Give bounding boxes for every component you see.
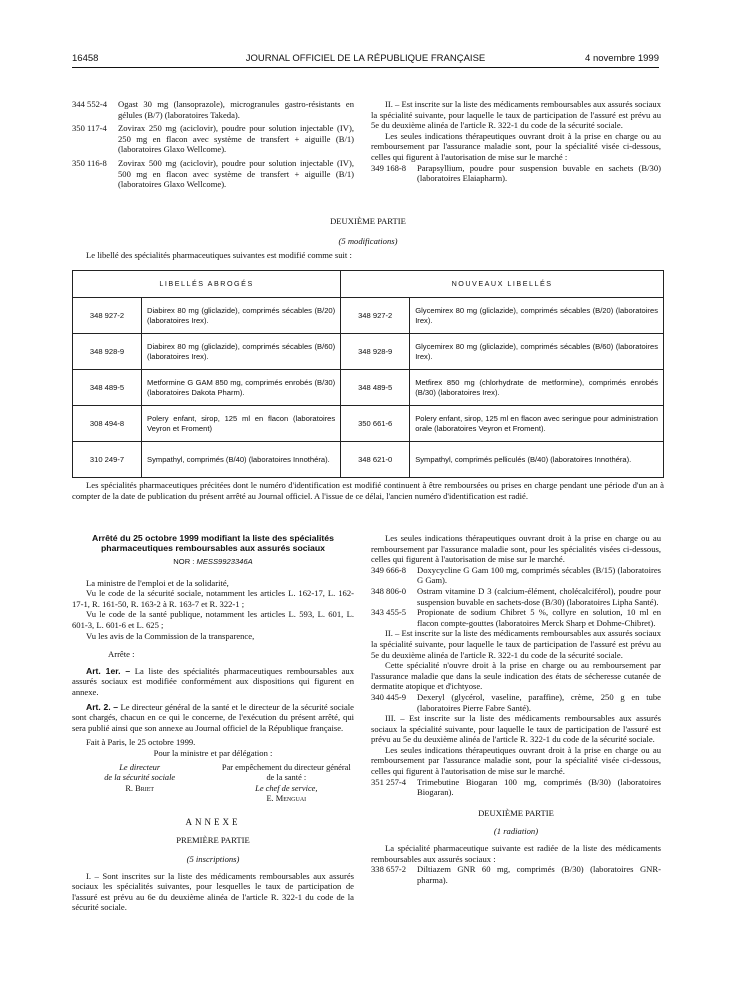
paragraph: II. – Est inscrite sur la liste des médicaments remboursables aux assurés sociaux la spécialité suivante, pour laquelle le taux de participation de l'assuré est prévu au 5e du deuxième alinéa de l'article R. 322-1 du code de la sécurité sociale. [371, 99, 661, 131]
list-item: 338 657-2 Diltiazem GNR 60 mg, comprimés (B/30) (laboratoires GNR-pharma). [371, 864, 661, 885]
table-row [73, 442, 664, 478]
cell-new-label: Metfirex 850 mg (chlorhydrate de metformine), comprimés enrobés (B/30) (laboratoires Irex). [410, 370, 664, 406]
paragraph: Vu les avis de la Commission de la transparence, [86, 630, 255, 641]
column-header: NOUVEAUX LIBELLÉS [341, 271, 664, 298]
cell-old-code: 348 928-9 [73, 334, 142, 370]
cell-old-code: 310 249-7 [73, 442, 142, 478]
cell-old-code: 308 494-8 [73, 406, 142, 442]
paragraph: Les seules indications thérapeutiques ouvrant droit à la prise en charge ou au remboursement par l'assurance maladie sont, pour les spécialités visées ci-dessous, celles qui figurent à l'autorisation de mise sur le marché. [371, 533, 661, 565]
cell-new-label: Sympathyl, comprimés pelliculés (B/40) (laboratoires Innothéra). [410, 442, 664, 478]
cell-new-code: 348 927-2 [341, 298, 410, 334]
paragraph: La ministre de l'emploi et de la solidarité, [86, 577, 229, 588]
top-right-column [371, 99, 661, 184]
annexe-heading: ANNEXE [185, 816, 241, 827]
signature-block [72, 763, 354, 805]
section-heading [72, 216, 664, 246]
list-item: 343 455-5 Propionate de sodium Chibret 5 %, collyre en solution, 10 ml en flacon compte-gouttes (laboratoires Merck Sharp et Dohme-Chibret). [371, 607, 661, 628]
paragraph: Vu le code de la santé publique, notamment les articles L. 593, L. 601, L. 601-3, L. 601-6 et L. 625 ; [72, 609, 354, 630]
journal-title: JOURNAL OFFICIEL DE LA RÉPUBLIQUE FRANÇAISE [245, 53, 486, 64]
cell-new-label: Glycemirex 80 mg (gliclazide), comprimés sécables (B/60) (laboratoires Irex). [410, 334, 664, 370]
libelles-table [72, 270, 664, 478]
partie-title: PREMIÈRE PARTIE [176, 835, 250, 846]
paragraph: Fait à Paris, le 25 octobre 1999. [86, 737, 196, 748]
cell-old-label: Metformine G GAM 850 mg, comprimés enrobés (B/30) (laboratoires Dakota Pharm). [142, 370, 341, 406]
partie-title: DEUXIÈME PARTIE [330, 216, 406, 226]
cell-old-label: Diabirex 80 mg (gliclazide), comprimés sécables (B/20) (laboratoires Irex). [142, 298, 341, 334]
table-note [72, 480, 664, 501]
article-1: Art. 1er. – La liste des spécialités pharmaceutiques remboursables aux assurés sociaux est modifiée conformément aux dispositions qui figurent en annexe. [72, 665, 354, 697]
cell-new-code: 348 928-9 [341, 334, 410, 370]
cell-new-code: 348 489-5 [341, 370, 410, 406]
paragraph: I. – Sont inscrites sur la liste des médicaments remboursables aux assurés sociaux les spécialités suivantes, pour lesquelles le taux de participation de l'assuré est prévu au 6e du deuxième alinéa de l'article R. 322-1 du code de la sécurité sociale. [72, 870, 354, 913]
table-row [73, 370, 664, 406]
paragraph: Le libellé des spécialités pharmaceutiques suivantes est modifié comme suit : [86, 250, 352, 260]
signature-right: Par empêchement du directeur général de la santé : Le chef de service, E. Menguai [221, 762, 351, 804]
table-row [73, 298, 664, 334]
paragraph: Les seules indications thérapeutiques ouvrant droit à la prise en charge ou au remboursement par l'assurance maladie sont, pour la spécialité visée ci-dessous, celles qui figurent à l'autorisation de mise sur le marché : [371, 130, 661, 162]
cell-new-code: 348 621-0 [341, 442, 410, 478]
paragraph: La spécialité pharmaceutique suivante est radiée de la liste des médicaments remboursables aux assurés sociaux : [371, 843, 661, 864]
list-item: 349 666-8 Doxycycline G Gam 100 mg, comprimés sécables (B/15) (laboratoires G Gam). [371, 564, 661, 586]
table-header-row [73, 271, 664, 298]
list-item: 344 552-4 Ogast 30 mg (lansoprazole), microgranules gastro-résistants en gélules (B/7) (laboratoires Takeda). [72, 99, 354, 120]
article-2: Art. 2. – Le directeur général de la santé et le directeur de la sécurité sociale sont chargés, chacun en ce qui le concerne, de l'exécution du présent arrêté, qui sera publié ainsi que son annexe au Journal officiel de la République française. [72, 701, 354, 733]
issue-date: 4 novembre 1999 [585, 53, 659, 64]
paragraph: Les spécialités pharmaceutiques précitées dont le numéro d'identification est modifié continuent à être remboursées ou prises en charge pendant une période d'un an à compter de la date de publication du présent arrêté au Journal officiel. A l'issue de ce délai, l'ancien numéro d'identification est radié. [72, 480, 664, 501]
partie-title: DEUXIÈME PARTIE [478, 807, 554, 818]
header-rule [72, 67, 659, 68]
list-item: 351 257-4 Trimebutine Biogaran 100 mg, comprimés (B/30) (laboratoires Biogaran). [371, 776, 661, 798]
list-item: 350 116-8 Zovirax 500 mg (aciclovir), poudre pour solution injectable (IV), 500 mg en flacon avec système de transfert + aiguille (B/1) (laboratoires Glaxo Wellcome). [72, 157, 354, 190]
cell-new-label: Glycemirex 80 mg (gliclazide), comprimés sécables (B/20) (laboratoires Irex). [410, 298, 664, 334]
list-item: 340 445-9 Dexeryl (glycérol, vaseline, paraffine), crème, 250 g en tube (laboratoires Pierre Fabre Santé). [371, 691, 661, 713]
list-item: 350 117-4 Zovirax 250 mg (aciclovir), poudre pour solution injectable (IV), 250 mg en flacon avec système de transfert + aiguille (B/1) (laboratoires Glaxo Wellcome). [72, 123, 354, 155]
table-row [73, 334, 664, 370]
column-header: LIBELLÉS ABROGÉS [73, 271, 341, 298]
cell-old-label: Diabirex 80 mg (gliclazide), comprimés sécables (B/60) (laboratoires Irex). [142, 334, 341, 370]
nor-reference: NOR : MESS9923346A [173, 557, 253, 566]
partie-subtitle: (1 radiation) [493, 826, 539, 837]
paragraph: Vu le code de la sécurité sociale, notamment les articles L. 162-17, L. 162-17-1, R. 161-50, R. 163-2 à R. 163-7 et R. 322-1 ; [72, 588, 354, 609]
cell-old-code: 348 927-2 [73, 298, 142, 334]
cell-old-code: 348 489-5 [73, 370, 142, 406]
list-item: 348 806-0 Ostram vitamine D 3 (calcium-élément, cholécalciférol), poudre pour suspension buvable en sachets-dose (B/30) (laboratoires Lipha Santé). [371, 585, 661, 607]
arrete-label: Arrête : [108, 649, 135, 660]
partie-subtitle: (5 modifications) [338, 235, 398, 246]
annexe-right-column [371, 533, 661, 885]
page-number: 16458 [72, 53, 99, 64]
table-row [73, 406, 664, 442]
cell-old-label: Sympathyl, comprimés (B/40) (laboratoires Innothéra). [142, 442, 341, 478]
arrete-title: Arrêté du 25 octobre 1999 modifiant la liste des spécialités pharmaceutiques remboursables aux assurés sociaux [92, 533, 334, 553]
cell-old-label: Polery enfant, sirop, 125 ml en flacon (laboratoires Veyron et Froment) [142, 406, 341, 442]
table-intro [72, 250, 664, 261]
signature-left: Le directeur de la sécurité sociale R. Briet [104, 762, 176, 793]
list-item: 349 168-8 Parapsyllium, poudre pour suspension buvable en sachets (B/30) (laboratoires Elaiapharm). [371, 162, 661, 184]
paragraph: III. – Est inscrite sur la liste des médicaments remboursables aux assurés sociaux la spécialité suivante, pour laquelle le taux de participation de l'assuré est prévu au 5e du deuxième alinéa de l'article R. 322-1 du code de la sécurité sociale. [371, 713, 661, 745]
page-header [72, 53, 659, 67]
paragraph: II. – Est inscrite sur la liste des médicaments remboursables aux assurés sociaux la spécialité suivante, pour laquelle le taux de participation de l'assuré est prévu au 5e du deuxième alinéa de l'article R. 322-1 du code de la sécurité sociale. [371, 628, 661, 660]
top-left-column [72, 99, 354, 190]
partie-subtitle: (5 inscriptions) [186, 854, 240, 865]
delegation-line: Pour la ministre et par délégation : [153, 747, 273, 758]
cell-new-label: Polery enfant, sirop, 125 ml en flacon avec seringue pour administration orale (laboratoires Veyron et Froment). [410, 406, 664, 442]
paragraph: Cette spécialité n'ouvre droit à la prise en charge ou au remboursement par l'assurance maladie que dans la seule indication des états de sécheresse cutanée de dermatite atopique et d'ichtyose. [371, 660, 661, 692]
cell-new-code: 350 661-6 [341, 406, 410, 442]
paragraph: Les seules indications thérapeutiques ouvrant droit à la prise en charge ou au remboursement par l'assurance maladie sont, pour la spécialité visée ci-dessous, celles qui figurent à l'autorisation de mise sur le marché. [371, 744, 661, 777]
arrete-column [72, 533, 354, 913]
